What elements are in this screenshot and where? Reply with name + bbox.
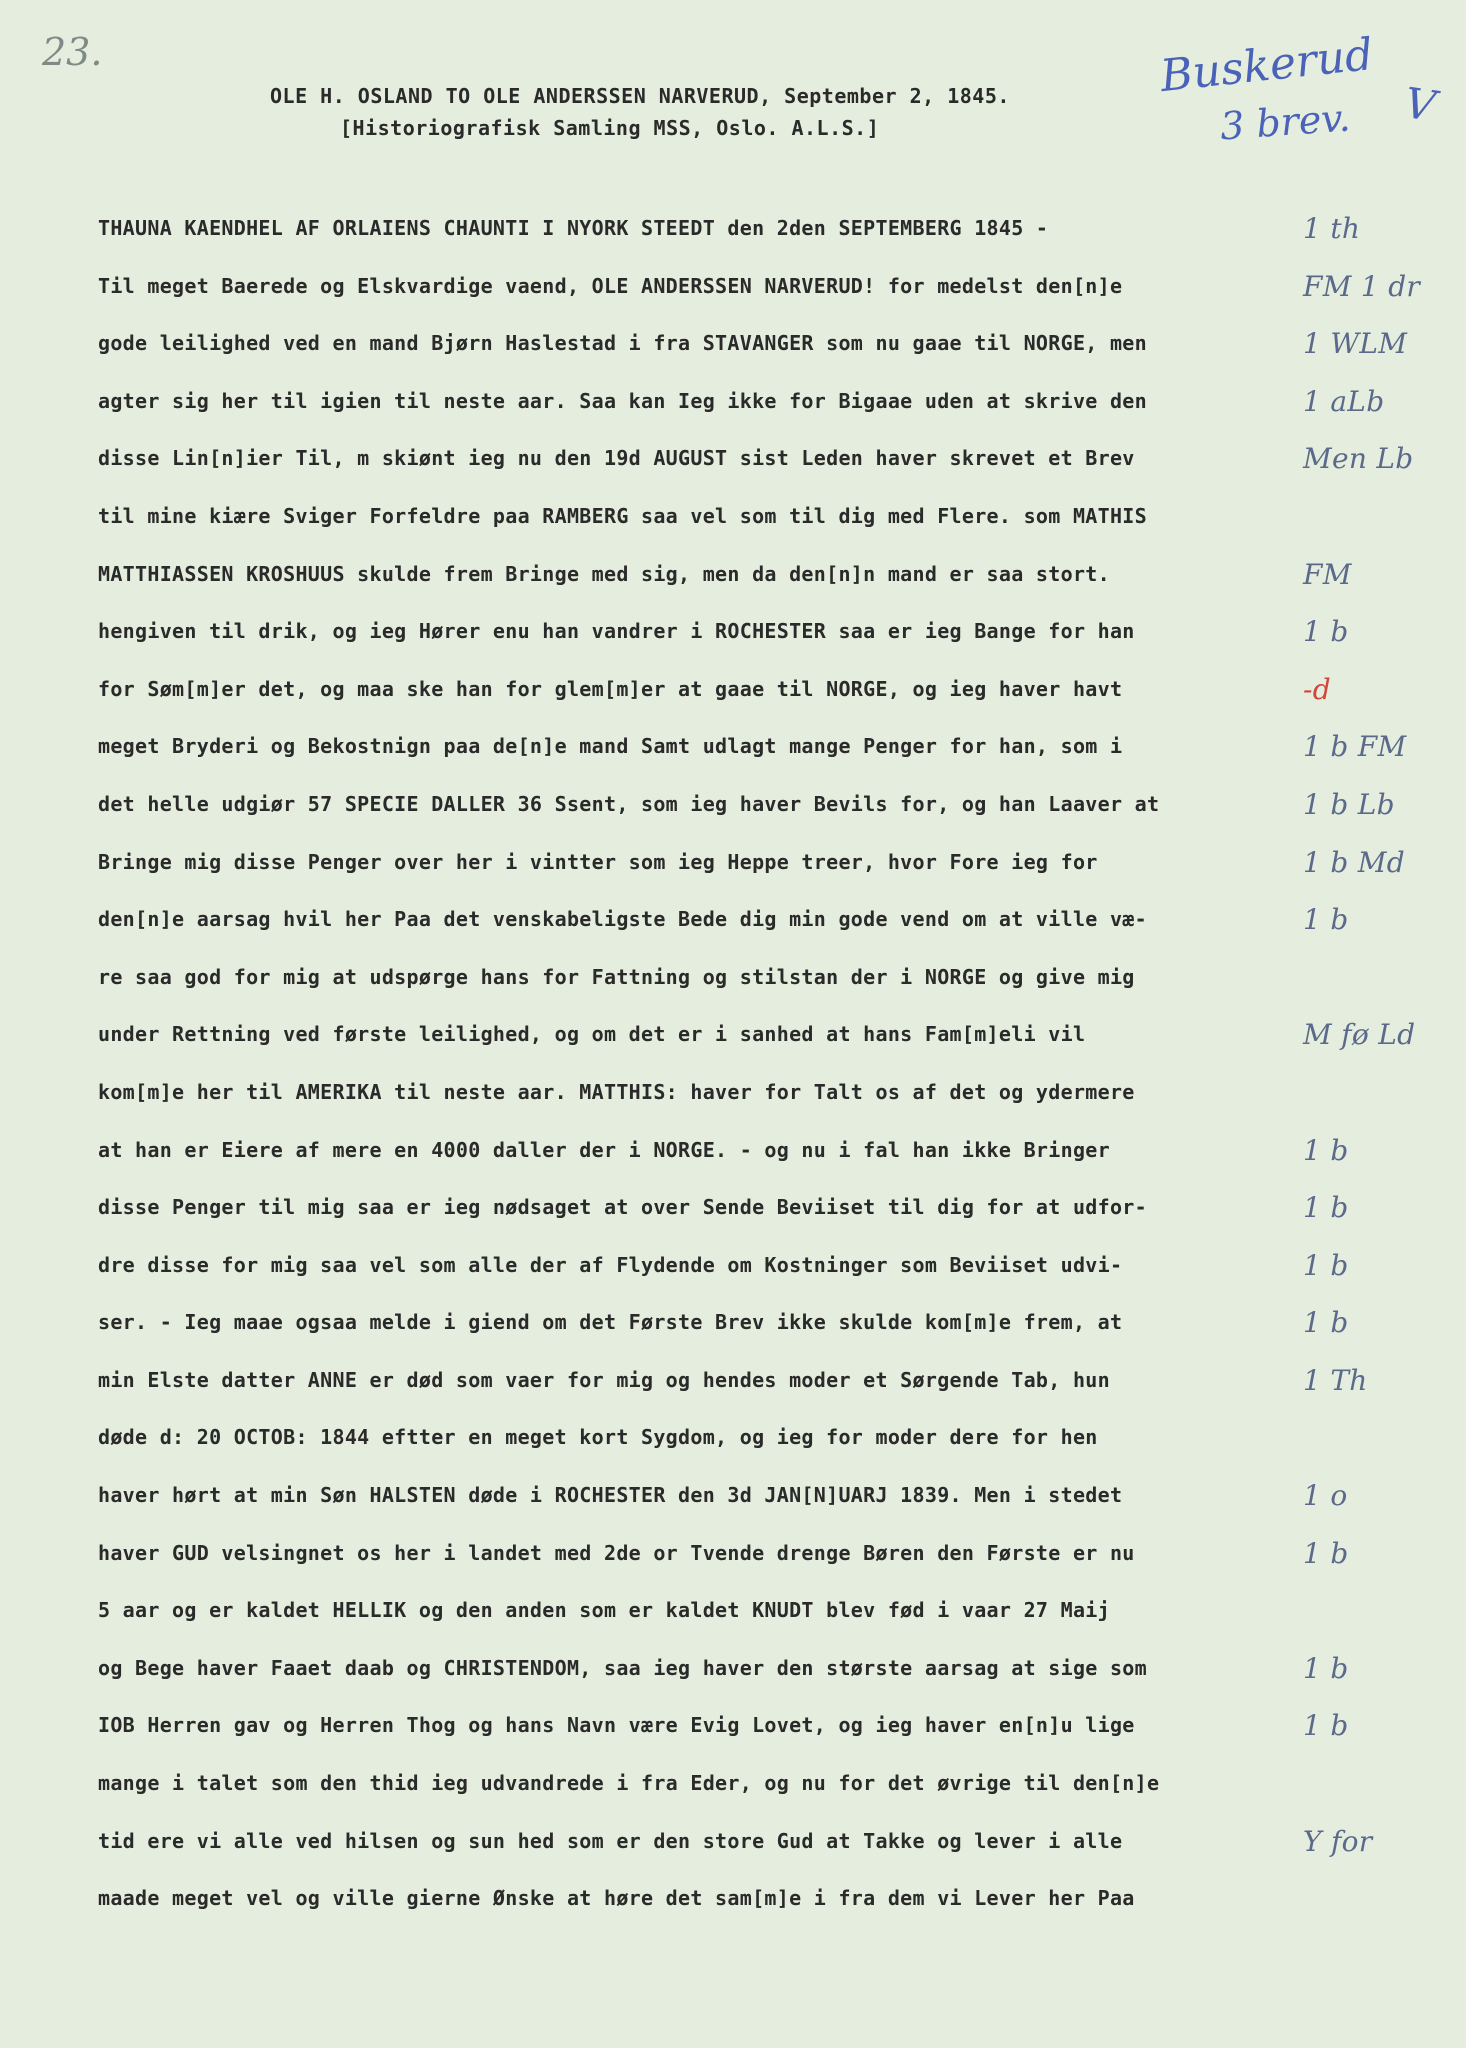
transcript-line-text: hengiven til drik, og ieg Hører enu han vandrer i ROCHESTER saa er ieg Bange for han <box>98 619 1135 644</box>
page-number: 23. <box>42 30 103 74</box>
transcript-line-text: meget Bryderi og Bekostnign paa de[n]e mand Samt udlagt mange Penger for han, som i <box>98 734 1123 759</box>
transcript-line <box>98 1409 1338 1467</box>
document-source: [Historiografisk Samling MSS, Oslo. A.L.S.] <box>340 116 880 140</box>
document-header <box>270 80 1170 144</box>
transcript-line <box>98 1755 1338 1813</box>
transcript-line <box>98 776 1395 834</box>
transcript-line-text: Til meget Baerede og Elskvardige vaend, OLE ANDERSSEN NARVERUD! for medelst den[n]e <box>98 273 1123 298</box>
transcript-line-text: og Bege haver Faaet daab og CHRISTENDOM, saa ieg haver den største aarsag at sige som <box>98 1655 1147 1680</box>
transcript-line-text: under Rettning ved første leilighed, og om det er i sanhed at hans Fam[m]eli vil <box>98 1022 1086 1047</box>
transcript-line <box>98 546 1352 604</box>
margin-annotation: 1 b FM <box>1303 730 1407 764</box>
transcript-line <box>98 1467 1348 1525</box>
margin-annotation: -d <box>1303 672 1331 706</box>
transcript-line <box>98 1237 1349 1295</box>
margin-annotation: Men Lb <box>1303 442 1414 476</box>
transcript-line <box>98 1697 1349 1755</box>
pencil-check-mark: V <box>1401 78 1439 131</box>
transcript-line <box>98 603 1349 661</box>
transcript-line <box>98 718 1407 776</box>
transcript-line <box>98 1525 1349 1583</box>
margin-annotation: 1 WLM <box>1303 327 1408 361</box>
transcript-line-text: dre disse for mig saa vel som alle der af Flydende om Kostninger som Beviiset udvi- <box>98 1252 1123 1277</box>
transcript-line-text: ser. - Ieg maae ogsaa melde i giend om det Første Brev ikke skulde kom[m]e frem, at <box>98 1310 1123 1335</box>
transcript-line <box>98 1064 1338 1122</box>
transcript-line <box>98 949 1338 1007</box>
document-title: OLE H. OSLAND TO OLE ANDERSSEN NARVERUD, September 2, 1845. <box>270 84 1010 108</box>
transcript-line-text: haver GUD velsingnet os her i landet med 2de or Tvende drenge Børen den Første er nu <box>98 1540 1135 1565</box>
margin-annotation: 1 b <box>1303 1306 1349 1340</box>
transcript-line <box>98 258 1421 316</box>
margin-annotation: FM <box>1303 557 1352 591</box>
transcript-line-text: mange i talet som den thid ieg udvandrede i fra Eder, og nu for det øvrige til den[n]e <box>98 1771 1160 1796</box>
transcript-line <box>98 488 1338 546</box>
margin-annotation: 1 b Md <box>1303 845 1405 879</box>
transcript-line-text: for Søm[m]er det, og maa ske han for glem[m]er at gaae til NORGE, og ieg haver havt <box>98 676 1123 701</box>
transcript-line-text: det helle udgiør 57 SPECIE DALLER 36 Ssent, som ieg haver Bevils for, og han Laaver at <box>98 791 1160 816</box>
letter-body <box>98 200 1421 1928</box>
pencil-note-county: Buskerud <box>1157 28 1376 103</box>
margin-annotation: 1 o <box>1303 1479 1348 1513</box>
transcript-line-text: gode leilighed ved en mand Bjørn Haslestad i fra STAVANGER som nu gaae til NORGE, men <box>98 331 1147 356</box>
transcript-line <box>98 1122 1349 1180</box>
transcript-line <box>98 1870 1338 1928</box>
transcript-line-text: disse Penger til mig saa er ieg nødsaget at over Sende Beviiset til dig for at udfor- <box>98 1195 1147 1220</box>
transcript-line-text: kom[m]e her til AMERIKA til neste aar. MATTHIS: haver for Talt os af det og ydermere <box>98 1079 1135 1104</box>
transcript-line-text: haver hørt at min Søn HALSTEN døde i ROCHESTER den 3d JAN[N]UARJ 1839. Men i stedet <box>98 1483 1123 1508</box>
margin-annotation: 1 b <box>1303 903 1349 937</box>
margin-annotation: 1 aLb <box>1303 384 1385 418</box>
transcript-line <box>98 834 1405 892</box>
margin-annotation: 1 b <box>1303 1133 1349 1167</box>
margin-annotation: 1 th <box>1303 212 1361 245</box>
transcript-line-text: agter sig her til igien til neste aar. Saa kan Ieg ikke for Bigaae uden at skrive den <box>98 388 1147 413</box>
transcript-line-text: døde d: 20 OCTOB: 1844 eftter en meget kort Sygdom, og ieg for moder dere for hen <box>98 1425 1098 1450</box>
transcript-line-text: re saa god for mig at udspørge hans for Fattning og stilstan der i NORGE og give mig <box>98 964 1135 989</box>
transcript-line <box>98 1294 1349 1352</box>
transcript-line <box>98 1352 1368 1410</box>
transcript-line <box>98 891 1349 949</box>
transcript-line <box>98 200 1361 258</box>
transcript-line <box>98 1640 1349 1698</box>
margin-annotation: 1 b <box>1303 1191 1349 1225</box>
transcript-line <box>98 661 1338 719</box>
margin-annotation: 1 Th <box>1303 1363 1368 1397</box>
margin-annotation: 1 b <box>1303 1651 1349 1685</box>
margin-annotation: 1 b <box>1303 615 1349 649</box>
transcript-line-text: Bringe mig disse Penger over her i vintter som ieg Heppe treer, hvor Fore ieg for <box>98 849 1098 874</box>
margin-annotation: 1 b <box>1303 1536 1349 1570</box>
transcript-line <box>98 315 1408 373</box>
pencil-note-letter-count: 3 brev. <box>1218 95 1352 149</box>
transcript-line-text: 5 aar og er kaldet HELLIK og den anden som er kaldet KNUDT blev fød i vaar 27 Maij <box>98 1598 1110 1623</box>
transcript-line-text: til mine kiære Sviger Forfeldre paa RAMBERG saa vel som til dig med Flere. som MATHIS <box>98 503 1147 528</box>
transcript-line <box>98 430 1414 488</box>
transcript-line <box>98 1813 1373 1871</box>
transcript-line-text: at han er Eiere af mere en 4000 daller der i NORGE. - og nu i fal han ikke Bringer <box>98 1137 1110 1162</box>
margin-annotation: 1 b <box>1303 1248 1349 1282</box>
transcript-line-text: THAUNA KAENDHEL AF ORLAIENS CHAUNTI I NYORK STEEDT den 2den SEPTEMBERG 1845 - <box>98 216 1049 240</box>
transcript-line-text: den[n]e aarsag hvil her Paa det venskabeligste Bede dig min gode vend om at ville væ- <box>98 907 1147 932</box>
transcript-line-text: MATTHIASSEN KROSHUUS skulde frem Bringe med sig, men da den[n]n mand er saa stort. <box>98 561 1110 586</box>
transcript-line-text: disse Lin[n]ier Til, m skiønt ieg nu den 19d AUGUST sist Leden haver skrevet et Brev <box>98 446 1135 471</box>
transcript-line-text: min Elste datter ANNE er død som vaer for mig og hendes moder et Sørgende Tab, hun <box>98 1367 1110 1392</box>
margin-annotation: M fø Ld <box>1303 1018 1416 1052</box>
transcript-line <box>98 1006 1416 1064</box>
transcript-line-text: IOB Herren gav og Herren Thog og hans Navn være Evig Lovet, og ieg haver en[n]u lige <box>98 1713 1135 1738</box>
margin-annotation: FM 1 dr <box>1303 269 1421 303</box>
margin-annotation: 1 b <box>1303 1709 1349 1743</box>
margin-annotation: 1 b Lb <box>1303 787 1395 821</box>
transcript-line <box>98 1582 1338 1640</box>
transcript-line-text: maade meget vel og ville gierne Ønske at høre det sam[m]e i fra dem vi Lever her Paa <box>98 1886 1135 1911</box>
transcript-line <box>98 1179 1349 1237</box>
margin-annotation: Y for <box>1303 1824 1373 1858</box>
transcript-line <box>98 373 1385 431</box>
transcript-line-text: tid ere vi alle ved hilsen og sun hed som er den store Gud at Takke og lever i alle <box>98 1828 1123 1853</box>
